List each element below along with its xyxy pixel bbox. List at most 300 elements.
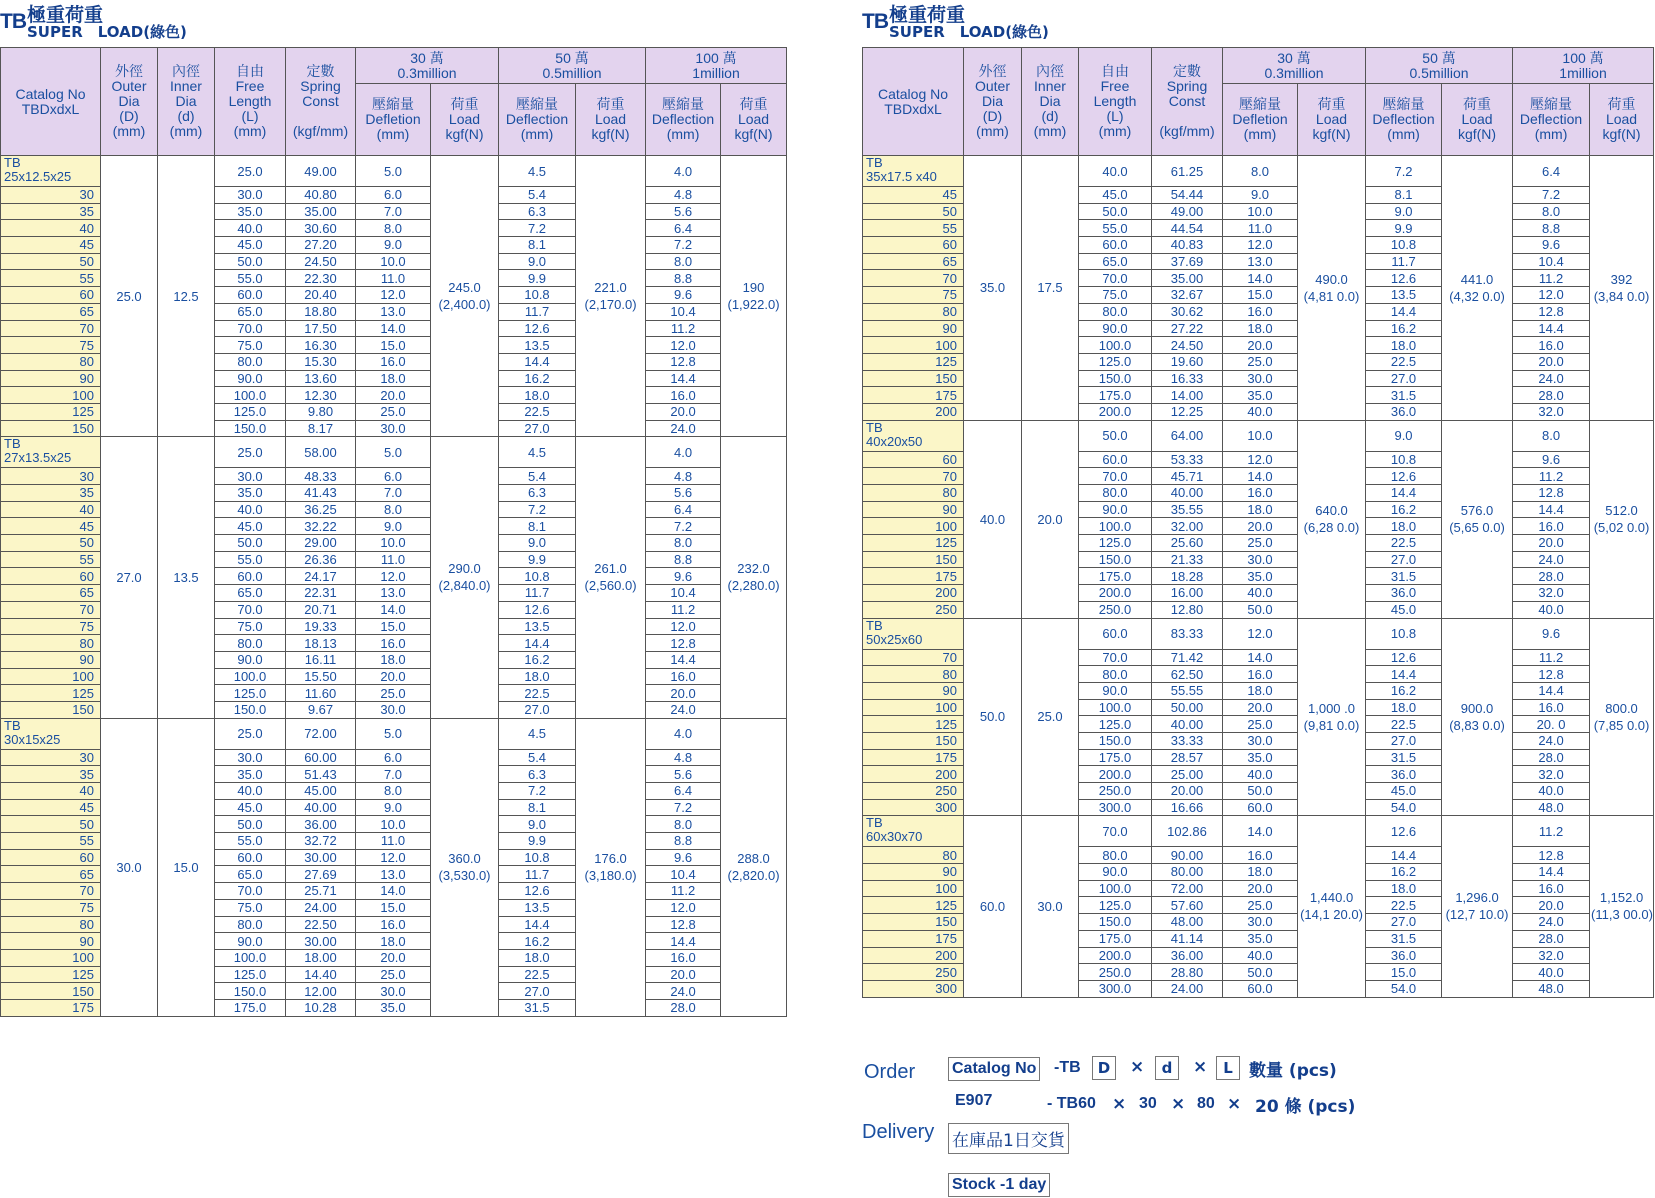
free-length-cell: 125.0 (1079, 535, 1152, 552)
deflection-30-cell: 13.0 (356, 585, 431, 602)
free-length-cell: 50.0 (215, 535, 286, 552)
deflection-100-cell: 20. 0 (1513, 716, 1590, 733)
order-section (862, 1050, 1362, 1198)
inner-dia-cell: 25.0 (1022, 618, 1079, 816)
free-length-cell: 75.0 (215, 899, 286, 916)
spring-const-cell: 14.00 (1152, 387, 1223, 404)
free-length-cell: 50.0 (215, 253, 286, 270)
table-row (1, 437, 787, 468)
catalog-length-cell: 50 (863, 203, 964, 220)
free-length-cell: 125.0 (215, 966, 286, 983)
deflection-100-cell: 11.2 (1513, 649, 1590, 666)
load-50-cell: 576.0 (5,65 0.0) (1442, 420, 1513, 618)
deflection-30-cell: 8.0 (356, 220, 431, 237)
free-length-cell: 80.0 (1079, 666, 1152, 683)
deflection-50-cell: 5.4 (499, 468, 576, 485)
deflection-50-cell: 12.6 (499, 883, 576, 900)
deflection-100-cell: 28.0 (1513, 749, 1590, 766)
deflection-100-cell: 48.0 (1513, 980, 1590, 997)
header-outer-dia: 外徑 Outer Dia (D) (mm) (964, 48, 1022, 156)
deflection-50-cell: 8.1 (499, 518, 576, 535)
catalog-length-cell: 175 (863, 749, 964, 766)
deflection-50-cell: 15.0 (1366, 964, 1442, 981)
deflection-50-cell: 22.5 (1366, 535, 1442, 552)
catalog-length-cell: 125 (863, 353, 964, 370)
deflection-50-cell: 18.0 (1366, 518, 1442, 535)
deflection-100-cell: 32.0 (1513, 585, 1590, 602)
inner-dia-cell: 30.0 (1022, 816, 1079, 997)
right-series-tb: TB (862, 10, 888, 33)
catalog-length-cell: 150 (863, 370, 964, 387)
deflection-50-cell: 31.5 (499, 999, 576, 1016)
catalog-length-cell: 90 (863, 320, 964, 337)
deflection-30-cell: 16.0 (356, 353, 431, 370)
deflection-30-cell: 9.0 (356, 518, 431, 535)
catalog-length-cell: 200 (863, 947, 964, 964)
deflection-30-cell: 16.0 (1223, 485, 1298, 502)
catalog-length-cell: 300 (863, 980, 964, 997)
free-length-cell: 70.0 (1079, 468, 1152, 485)
deflection-50-cell: 27.0 (1366, 732, 1442, 749)
catalog-length-cell: 125 (1, 685, 101, 702)
order-example-30: 30 (1139, 1095, 1157, 1112)
spring-const-cell: 53.33 (1152, 451, 1223, 468)
catalog-no-cell: TB 27x13.5x25 (1, 437, 101, 468)
deflection-30-cell: 14.0 (356, 601, 431, 618)
free-length-cell: 150.0 (1079, 370, 1152, 387)
catalog-length-cell: 65 (863, 253, 964, 270)
spring-const-cell: 12.80 (1152, 601, 1223, 618)
spring-const-cell: 30.00 (286, 933, 356, 950)
deflection-30-cell: 10.0 (356, 816, 431, 833)
spring-const-cell: 16.33 (1152, 370, 1223, 387)
spring-const-cell: 17.50 (286, 320, 356, 337)
deflection-30-cell: 30.0 (356, 701, 431, 718)
free-length-cell: 150.0 (1079, 551, 1152, 568)
header-load-100: 荷重 Load kgf(N) (721, 84, 787, 156)
deflection-100-cell: 40.0 (1513, 964, 1590, 981)
spring-const-cell: 26.36 (286, 551, 356, 568)
deflection-30-cell: 14.0 (1223, 468, 1298, 485)
load-50-cell: 221.0 (2,170.0) (576, 156, 646, 437)
spec-group (863, 618, 1654, 816)
spring-const-cell: 20.71 (286, 601, 356, 618)
deflection-100-cell: 12.8 (1513, 847, 1590, 864)
deflection-100-cell: 16.0 (1513, 518, 1590, 535)
outer-dia-cell: 30.0 (101, 718, 158, 1016)
free-length-cell: 60.0 (1079, 618, 1152, 649)
deflection-50-cell: 6.3 (499, 203, 576, 220)
deflection-50-cell: 14.4 (499, 635, 576, 652)
catalog-length-cell: 70 (1, 883, 101, 900)
deflection-100-cell: 20.0 (646, 966, 721, 983)
spring-const-cell: 25.71 (286, 883, 356, 900)
catalog-length-cell: 100 (1, 668, 101, 685)
free-length-cell: 100.0 (1079, 880, 1152, 897)
load-100-cell: 232.0 (2,280.0) (721, 437, 787, 718)
deflection-50-cell: 16.2 (499, 651, 576, 668)
free-length-cell: 60.0 (215, 849, 286, 866)
header-spring-const: 定數 Spring Const (kgf/mm) (1152, 48, 1223, 156)
deflection-30-cell: 9.0 (356, 237, 431, 254)
deflection-30-cell: 30.0 (1223, 914, 1298, 931)
deflection-50-cell: 14.4 (1366, 666, 1442, 683)
spring-const-cell: 12.30 (286, 387, 356, 404)
deflection-30-cell: 12.0 (356, 568, 431, 585)
deflection-100-cell: 12.0 (1513, 287, 1590, 304)
deflection-30-cell: 12.0 (356, 287, 431, 304)
header-spring-const: 定數 Spring Const (kgf/mm) (286, 48, 356, 156)
free-length-cell: 30.0 (215, 187, 286, 204)
deflection-30-cell: 20.0 (356, 949, 431, 966)
catalog-length-cell: 40 (1, 501, 101, 518)
deflection-50-cell: 10.8 (1366, 451, 1442, 468)
spring-const-cell: 20.00 (1152, 783, 1223, 800)
deflection-50-cell: 9.0 (499, 816, 576, 833)
deflection-100-cell: 8.8 (646, 270, 721, 287)
header-catalog-no: Catalog No TBDxdxL (1, 48, 101, 156)
free-length-cell: 60.0 (215, 287, 286, 304)
free-length-cell: 90.0 (1079, 501, 1152, 518)
free-length-cell: 200.0 (1079, 403, 1152, 420)
deflection-100-cell: 11.2 (1513, 816, 1590, 847)
deflection-50-cell: 9.0 (499, 535, 576, 552)
deflection-50-cell: 18.0 (499, 387, 576, 404)
deflection-50-cell: 13.5 (1366, 287, 1442, 304)
deflection-50-cell: 36.0 (1366, 947, 1442, 964)
catalog-length-cell: 70 (863, 270, 964, 287)
free-length-cell: 250.0 (1079, 601, 1152, 618)
deflection-30-cell: 15.0 (356, 899, 431, 916)
spring-const-cell: 35.00 (1152, 270, 1223, 287)
spring-const-cell: 15.50 (286, 668, 356, 685)
free-length-cell: 45.0 (215, 237, 286, 254)
spec-group (863, 816, 1654, 997)
order-d-inner-box: d (1155, 1056, 1179, 1080)
spring-const-cell: 21.33 (1152, 551, 1223, 568)
deflection-50-cell: 7.2 (499, 501, 576, 518)
deflection-50-cell: 12.6 (1366, 816, 1442, 847)
catalog-length-cell: 150 (863, 914, 964, 931)
spring-const-cell: 22.50 (286, 916, 356, 933)
catalog-length-cell: 150 (863, 551, 964, 568)
spring-const-cell: 16.66 (1152, 799, 1223, 816)
deflection-100-cell: 4.8 (646, 187, 721, 204)
catalog-length-cell: 75 (1, 899, 101, 916)
deflection-50-cell: 10.8 (1366, 237, 1442, 254)
free-length-cell: 250.0 (1079, 783, 1152, 800)
order-example-20-pcs: 20 條 (pcs) (1255, 1097, 1356, 1117)
spring-const-cell: 16.30 (286, 337, 356, 354)
deflection-30-cell: 40.0 (1223, 585, 1298, 602)
free-length-cell: 125.0 (215, 685, 286, 702)
deflection-50-cell: 10.8 (1366, 618, 1442, 649)
spring-const-cell: 58.00 (286, 437, 356, 468)
deflection-50-cell: 9.9 (499, 270, 576, 287)
load-100-cell: 392 (3,84 0.0) (1590, 156, 1654, 421)
deflection-100-cell: 12.8 (1513, 666, 1590, 683)
order-times-3: × (1112, 1094, 1127, 1114)
free-length-cell: 40.0 (215, 783, 286, 800)
deflection-30-cell: 25.0 (1223, 897, 1298, 914)
deflection-30-cell: 18.0 (1223, 501, 1298, 518)
spec-group (1, 718, 787, 1016)
deflection-30-cell: 18.0 (356, 933, 431, 950)
deflection-50-cell: 18.0 (1366, 337, 1442, 354)
deflection-50-cell: 6.3 (499, 485, 576, 502)
free-length-cell: 65.0 (215, 585, 286, 602)
spring-const-cell: 33.33 (1152, 732, 1223, 749)
inner-dia-cell: 17.5 (1022, 156, 1079, 421)
spring-const-cell: 18.00 (286, 949, 356, 966)
right-subtitle: SUPER LOAD(綠色) (889, 23, 1049, 41)
deflection-30-cell: 18.0 (1223, 864, 1298, 881)
free-length-cell: 150.0 (1079, 732, 1152, 749)
free-length-cell: 35.0 (215, 203, 286, 220)
load-50-cell: 441.0 (4,32 0.0) (1442, 156, 1513, 421)
free-length-cell: 45.0 (215, 799, 286, 816)
catalog-no-cell: TB 30x15x25 (1, 718, 101, 749)
deflection-100-cell: 20.0 (646, 685, 721, 702)
free-length-cell: 40.0 (215, 501, 286, 518)
free-length-cell: 35.0 (215, 485, 286, 502)
deflection-100-cell: 8.0 (646, 253, 721, 270)
spring-const-cell: 40.80 (286, 187, 356, 204)
spring-const-cell: 36.00 (286, 816, 356, 833)
deflection-30-cell: 10.0 (356, 253, 431, 270)
catalog-length-cell: 40 (1, 783, 101, 800)
deflection-30-cell: 25.0 (356, 403, 431, 420)
catalog-length-cell: 100 (863, 518, 964, 535)
header-30-million: 30 萬 0.3million (1223, 48, 1366, 84)
free-length-cell: 50.0 (1079, 420, 1152, 451)
header-deflection-100: 壓縮量 Deflection (mm) (646, 84, 721, 156)
header-free-length: 自由 Free Length (L) (mm) (215, 48, 286, 156)
catalog-length-cell: 150 (1, 420, 101, 437)
deflection-100-cell: 9.6 (1513, 237, 1590, 254)
deflection-50-cell: 7.2 (1366, 156, 1442, 187)
spring-const-cell: 55.55 (1152, 682, 1223, 699)
deflection-30-cell: 30.0 (1223, 370, 1298, 387)
deflection-100-cell: 7.2 (646, 237, 721, 254)
spring-const-cell: 36.25 (286, 501, 356, 518)
free-length-cell: 90.0 (1079, 864, 1152, 881)
free-length-cell: 55.0 (215, 270, 286, 287)
deflection-50-cell: 27.0 (499, 701, 576, 718)
header-deflection-30: 壓縮量 Defletion (mm) (1223, 84, 1298, 156)
header-30-million: 30 萬 0.3million (356, 48, 499, 84)
deflection-30-cell: 18.0 (356, 370, 431, 387)
catalog-length-cell: 150 (1, 701, 101, 718)
free-length-cell: 25.0 (215, 156, 286, 187)
deflection-50-cell: 12.6 (1366, 468, 1442, 485)
deflection-30-cell: 15.0 (1223, 287, 1298, 304)
free-length-cell: 25.0 (215, 718, 286, 749)
free-length-cell: 80.0 (1079, 485, 1152, 502)
catalog-length-cell: 75 (863, 287, 964, 304)
spring-const-cell: 90.00 (1152, 847, 1223, 864)
spring-const-cell: 22.31 (286, 585, 356, 602)
deflection-30-cell: 12.0 (1223, 451, 1298, 468)
catalog-length-cell: 90 (863, 864, 964, 881)
spring-const-cell: 27.22 (1152, 320, 1223, 337)
deflection-30-cell: 14.0 (356, 883, 431, 900)
catalog-length-cell: 80 (863, 303, 964, 320)
spring-const-cell: 62.50 (1152, 666, 1223, 683)
deflection-50-cell: 6.3 (499, 766, 576, 783)
spring-const-cell: 32.72 (286, 833, 356, 850)
deflection-100-cell: 14.4 (1513, 501, 1590, 518)
deflection-50-cell: 13.5 (499, 899, 576, 916)
free-length-cell: 65.0 (215, 303, 286, 320)
catalog-length-cell: 250 (863, 964, 964, 981)
free-length-cell: 125.0 (1079, 716, 1152, 733)
catalog-length-cell: 250 (863, 783, 964, 800)
deflection-30-cell: 16.0 (1223, 666, 1298, 683)
spring-const-cell: 40.83 (1152, 237, 1223, 254)
deflection-50-cell: 22.5 (1366, 897, 1442, 914)
catalog-length-cell: 35 (1, 766, 101, 783)
free-length-cell: 300.0 (1079, 980, 1152, 997)
stock-cn-box: 在庫品1日交貨 (948, 1123, 1069, 1154)
outer-dia-cell: 60.0 (964, 816, 1022, 997)
order-times-1: × (1130, 1057, 1145, 1077)
spring-const-cell: 49.00 (286, 156, 356, 187)
catalog-length-cell: 70 (863, 649, 964, 666)
deflection-30-cell: 25.0 (356, 685, 431, 702)
deflection-50-cell: 16.2 (499, 370, 576, 387)
catalog-length-cell: 60 (1, 849, 101, 866)
free-length-cell: 65.0 (1079, 253, 1152, 270)
deflection-100-cell: 9.6 (1513, 451, 1590, 468)
catalog-length-cell: 65 (1, 585, 101, 602)
deflection-30-cell: 50.0 (1223, 783, 1298, 800)
deflection-100-cell: 16.0 (1513, 699, 1590, 716)
deflection-30-cell: 16.0 (1223, 847, 1298, 864)
deflection-30-cell: 10.0 (1223, 420, 1298, 451)
spring-const-cell: 27.20 (286, 237, 356, 254)
catalog-length-cell: 35 (1, 485, 101, 502)
free-length-cell: 150.0 (1079, 914, 1152, 931)
deflection-100-cell: 8.8 (646, 833, 721, 850)
right-title-block (862, 0, 1062, 44)
free-length-cell: 90.0 (215, 933, 286, 950)
header-50-million: 50 萬 0.5million (499, 48, 646, 84)
load-30-cell: 1,000 .0 (9,81 0.0) (1298, 618, 1366, 816)
free-length-cell: 90.0 (1079, 320, 1152, 337)
deflection-100-cell: 11.2 (646, 320, 721, 337)
spring-const-cell: 41.43 (286, 485, 356, 502)
spring-const-cell: 36.00 (1152, 947, 1223, 964)
spec-group (863, 156, 1654, 421)
catalog-length-cell: 80 (1, 916, 101, 933)
load-100-cell: 1,152.0 (11,3 00.0) (1590, 816, 1654, 997)
catalog-length-cell: 125 (863, 535, 964, 552)
spring-const-cell: 25.60 (1152, 535, 1223, 552)
deflection-30-cell: 20.0 (1223, 518, 1298, 535)
spring-const-cell: 45.71 (1152, 468, 1223, 485)
deflection-30-cell: 11.0 (1223, 220, 1298, 237)
spring-const-cell: 32.67 (1152, 287, 1223, 304)
spring-const-cell: 28.57 (1152, 749, 1223, 766)
free-length-cell: 100.0 (215, 949, 286, 966)
order-example-80: 80 (1197, 1095, 1215, 1112)
outer-dia-cell: 35.0 (964, 156, 1022, 421)
inner-dia-cell: 13.5 (158, 437, 215, 718)
spring-const-cell: 24.00 (286, 899, 356, 916)
free-length-cell: 100.0 (1079, 337, 1152, 354)
catalog-length-cell: 50 (1, 253, 101, 270)
deflection-100-cell: 14.4 (1513, 320, 1590, 337)
spring-const-cell: 51.43 (286, 766, 356, 783)
header-load-100: 荷重 Load kgf(N) (1590, 84, 1654, 156)
deflection-100-cell: 16.0 (646, 949, 721, 966)
deflection-30-cell: 14.0 (1223, 816, 1298, 847)
deflection-100-cell: 8.0 (646, 816, 721, 833)
deflection-50-cell: 5.4 (499, 187, 576, 204)
deflection-50-cell: 18.0 (499, 668, 576, 685)
catalog-length-cell: 45 (1, 799, 101, 816)
deflection-30-cell: 11.0 (356, 833, 431, 850)
deflection-50-cell: 12.6 (1366, 649, 1442, 666)
header-load-30: 荷重 Load kgf(N) (431, 84, 499, 156)
outer-dia-cell: 27.0 (101, 437, 158, 718)
left-series-tb: TB (0, 10, 26, 33)
catalog-length-cell: 60 (863, 237, 964, 254)
deflection-100-cell: 28.0 (1513, 387, 1590, 404)
deflection-50-cell: 9.9 (499, 833, 576, 850)
deflection-50-cell: 31.5 (1366, 568, 1442, 585)
deflection-30-cell: 18.0 (1223, 682, 1298, 699)
deflection-50-cell: 4.5 (499, 437, 576, 468)
deflection-30-cell: 9.0 (1223, 187, 1298, 204)
catalog-length-cell: 30 (1, 749, 101, 766)
deflection-100-cell: 5.6 (646, 766, 721, 783)
delivery-label: Delivery (862, 1121, 935, 1143)
deflection-100-cell: 14.4 (1513, 682, 1590, 699)
deflection-50-cell: 18.0 (1366, 880, 1442, 897)
deflection-30-cell: 25.0 (1223, 353, 1298, 370)
catalog-length-cell: 90 (863, 501, 964, 518)
deflection-50-cell: 54.0 (1366, 799, 1442, 816)
spring-const-cell: 9.80 (286, 403, 356, 420)
free-length-cell: 35.0 (215, 766, 286, 783)
spring-const-cell: 32.22 (286, 518, 356, 535)
deflection-100-cell: 9.6 (646, 287, 721, 304)
deflection-30-cell: 8.0 (356, 501, 431, 518)
deflection-30-cell: 5.0 (356, 718, 431, 749)
left-subtitle: SUPER LOAD(綠色) (27, 23, 187, 41)
deflection-100-cell: 14.4 (1513, 864, 1590, 881)
load-30-cell: 360.0 (3,530.0) (431, 718, 499, 1016)
spring-const-cell: 48.00 (1152, 914, 1223, 931)
deflection-30-cell: 35.0 (1223, 749, 1298, 766)
deflection-50-cell: 13.5 (499, 337, 576, 354)
deflection-50-cell: 22.5 (1366, 716, 1442, 733)
deflection-100-cell: 4.8 (646, 468, 721, 485)
spring-const-cell: 19.60 (1152, 353, 1223, 370)
deflection-30-cell: 14.0 (1223, 270, 1298, 287)
load-30-cell: 640.0 (6,28 0.0) (1298, 420, 1366, 618)
deflection-50-cell: 14.4 (499, 353, 576, 370)
deflection-100-cell: 16.0 (646, 668, 721, 685)
catalog-length-cell: 65 (1, 866, 101, 883)
deflection-100-cell: 12.0 (646, 618, 721, 635)
deflection-100-cell: 14.4 (646, 370, 721, 387)
spring-const-cell: 24.00 (1152, 980, 1223, 997)
deflection-50-cell: 5.4 (499, 749, 576, 766)
table-row (1, 156, 787, 187)
